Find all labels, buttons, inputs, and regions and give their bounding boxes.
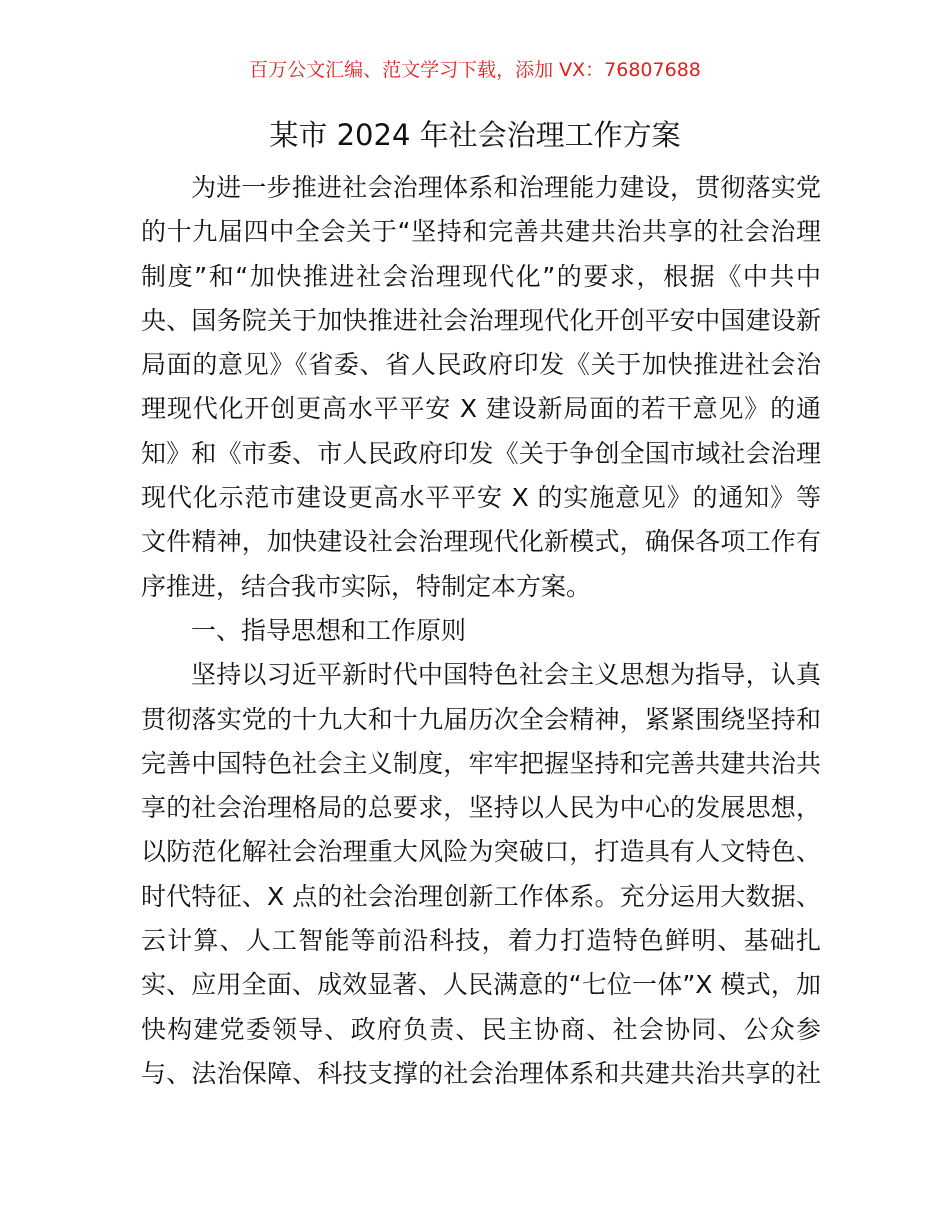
text-line: 云计算、人工智能等前沿科技，着力打造特色鲜明、基础扎 — [141, 926, 821, 956]
text-line: 为进一步推进社会治理体系和治理能力建设，贯彻落实党 — [191, 173, 821, 202]
text-line: 以防范化解社会治理重大风险为突破口，打造具有人文特色、 — [141, 837, 821, 867]
header-banner: 百万公文汇编、范文学习下载，添加 VX：76807688 — [249, 59, 701, 81]
text-line: 序推进，结合我市实际，特制定本方案。 — [141, 571, 592, 601]
text-line: 实、应用全面、成效显著、人民满意的“七位一体”X 模式，加 — [141, 970, 821, 1000]
text-line: 时代特征、X 点的社会治理创新工作体系。充分运用大数据、 — [141, 881, 821, 911]
text-line: 完善中国特色社会主义制度，牢牢把握坚持和完善共建共治共 — [141, 748, 821, 778]
text-line: 文件精神，加快建设社会治理现代化新模式，确保各项工作有 — [141, 527, 821, 557]
text-line: 贯彻落实党的十九大和十九届历次全会精神，紧紧围绕坚持和 — [141, 704, 821, 734]
text-line: 局面的意见》《省委、省人民政府印发《关于加快推进社会治 — [141, 350, 821, 380]
text-line: 与、法治保障、科技支撑的社会治理体系和共建共治共享的社 — [141, 1058, 821, 1088]
text-line: 享的社会治理格局的总要求，坚持以人民为中心的发展思想， — [141, 793, 821, 823]
text-line: 央、国务院关于加快推进社会治理现代化开创平安中国建设新 — [141, 305, 821, 335]
text-line: 制度”和“加快推进社会治理现代化”的要求，根据《中共中 — [141, 261, 821, 291]
text-line: 快构建党委领导、政府负责、民主协商、社会协同、公众参 — [141, 1014, 821, 1044]
text-line: 的十九届四中全会关于“坚持和完善共建共治共享的社会治理 — [141, 217, 821, 247]
text-line: 知》和《市委、市人民政府印发《关于争创全国市域社会治理 — [141, 438, 821, 468]
document-body — [141, 166, 821, 1096]
text-line: 理现代化开创更高水平平安 X 建设新局面的若干意见》的通 — [141, 394, 821, 424]
text-line: 现代化示范市建设更高水平平安 X 的实施意见》的通知》等 — [141, 483, 821, 513]
text-line: 坚持以习近平新时代中国特色社会主义思想为指导，认真 — [191, 660, 821, 690]
document-title: 某市 2024 年社会治理工作方案 — [269, 118, 681, 152]
paragraph-guiding-thought — [141, 653, 821, 1096]
paragraph-intro — [141, 166, 821, 609]
section-heading: 一、指导思想和工作原则 — [191, 615, 467, 645]
